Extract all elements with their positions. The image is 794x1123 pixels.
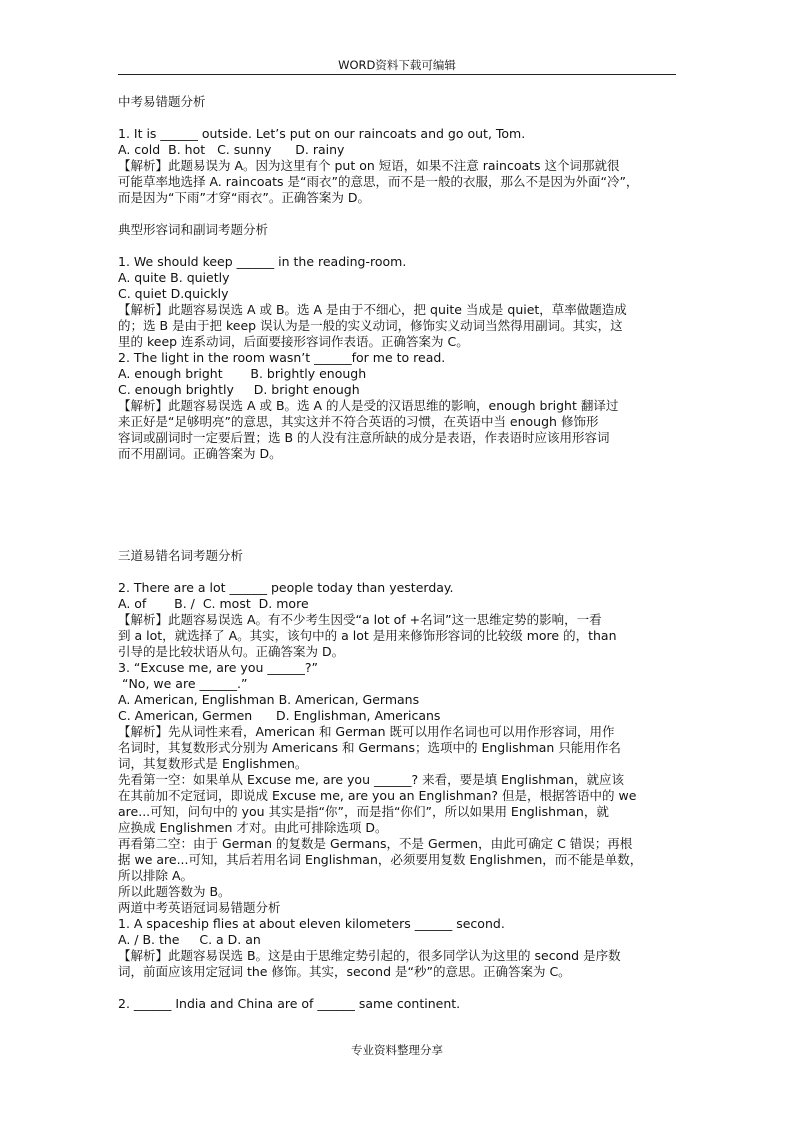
options-text: C. American, Germen D. Englishman, Americans [118,708,441,723]
analysis-text: 而不用副词。正确答案为 D。 [118,446,282,461]
analysis-text: 可能草率地选择 A. raincoats 是“雨衣”的意思，而不是一般的衣服，那么不是因为外面“冷”， [118,174,639,189]
analysis-text: 里的 keep 连系动词，后面要接形容词作表语。正确答案为 C。 [118,334,469,349]
analysis-text: 【解析】此题容易误选 A。有不少考生因受“a lot of +名词”这一思维定势的影响，一看 [118,612,602,627]
analysis-text: 容词或副词时一定要后置；选 B 的人没有注意所缺的成分是表语，作表语时应该用形容词 [118,430,610,445]
page-header: WORD资料下载可编辑 [338,58,456,72]
analysis-text: 在其前加不定冠词，即说成 Excuse me, are you an Englishman? 但是，根据答语中的 we [118,788,637,803]
section-heading: 两道中考英语冠词易错题分析 [118,900,281,915]
analysis-text: 应换成 Englishmen 才对。由此可排除选项 D。 [118,820,388,835]
question-text: “No, we are ______.” [118,676,248,691]
options-text: C. enough brightly D. bright enough [118,382,360,397]
analysis-text: 来正好是“足够明亮”的意思，其实这并不符合英语的习惯，在英语中当 enough 修饰形 [118,414,599,429]
analysis-text: 【解析】此题易误为 A。因为这里有个 put on 短语，如果不注意 raincoats 这个词那就很 [118,158,620,173]
analysis-text: 先看第一空：如果单从 Excuse me, are you ______? 来看，要是填 Englishman，就应该 [118,772,624,787]
analysis-text: 再看第二空：由于 German 的复数是 Germans，不是 Germen，由此可确定 C 错误；再根 [118,836,633,851]
analysis-text: 所以排除 A。 [118,868,194,883]
question-text: 3. “Excuse me, are you ______?” [118,660,318,675]
question-text: 1. A spaceship flies at about eleven kilometers ______ second. [118,916,505,931]
analysis-text: 【解析】此题容易误选 A 或 B。选 A 的人是受的汉语思维的影响，enough bright 翻译过 [118,398,619,413]
analysis-text: 而是因为“下雨”才穿“雨衣”。正确答案为 D。 [118,190,371,205]
question-text: 1. It is ______ outside. Let’s put on our raincoats and go out, Tom. [118,126,526,141]
options-text: C. quiet D.quickly [118,286,229,301]
analysis-text: 到 a lot，就选择了 A。其实，该句中的 a lot 是用来修饰形容词的比较级 more 的，than [118,628,617,643]
section-heading: 三道易错名词考题分析 [118,548,244,563]
analysis-text: are...可知，问句中的 you 其实是指“你”，而是指“你们”，所以如果用 Englishman，就 [118,804,609,819]
options-text: A. enough bright B. brightly enough [118,366,367,381]
analysis-text: 的；选 B 是由于把 keep 误认为是一般的实义动词，修饰实义动词当然得用副词。其实，这 [118,318,623,333]
analysis-text: 【解析】此题容易误选 B。这是由于思维定势引起的，很多同学认为这里的 second 是序数 [118,948,621,963]
question-text: 2. There are a lot ______ people today than yesterday. [118,580,454,595]
analysis-text: 名词时，其复数形式分别为 Americans 和 Germans；选项中的 Englishman 只能用作名 [118,740,621,755]
analysis-text: 【解析】先从词性来看，American 和 German 既可以用作名词也可以用作形容词，用作 [118,724,615,739]
question-text: 2. ______ India and China are of ______ same continent. [118,996,461,1011]
analysis-text: 词，前面应该用定冠词 the 修饰。其实，second 是“秒”的意思。正确答案为 C。 [118,964,571,979]
question-text: 2. The light in the room wasn’t ______for me to read. [118,350,446,365]
options-text: A. of B. / C. most D. more [118,596,309,611]
analysis-text: 词，其复数形式是 Englishmen。 [118,756,308,771]
page-footer: 专业资料整理分享 [351,1043,443,1057]
options-text: A. / B. the C. a D. an [118,932,261,947]
header-rule [118,74,676,75]
document-body [118,94,678,1012]
options-text: A. American, Englishman B. American, Germans [118,692,420,707]
options-text: A. quite B. quietly [118,270,230,285]
analysis-text: 据 we are...可知，其后若用名词 Englishman，必须要用复数 Englishmen，而不能是单数， [118,852,643,867]
analysis-text: 【解析】此题容易误选 A 或 B。选 A 是由于不细心，把 quite 当成是 quiet，草率做题造成 [118,302,627,317]
analysis-text: 所以此题答数为 B。 [118,884,231,899]
section-heading: 中考易错题分析 [118,94,206,109]
section-heading: 典型形容词和副词考题分析 [118,222,269,237]
options-text: A. cold B. hot C. sunny D. rainy [118,142,345,157]
question-text: 1. We should keep ______ in the reading-room. [118,254,407,269]
analysis-text: 引导的是比较状语从句。正确答案为 D。 [118,644,345,659]
